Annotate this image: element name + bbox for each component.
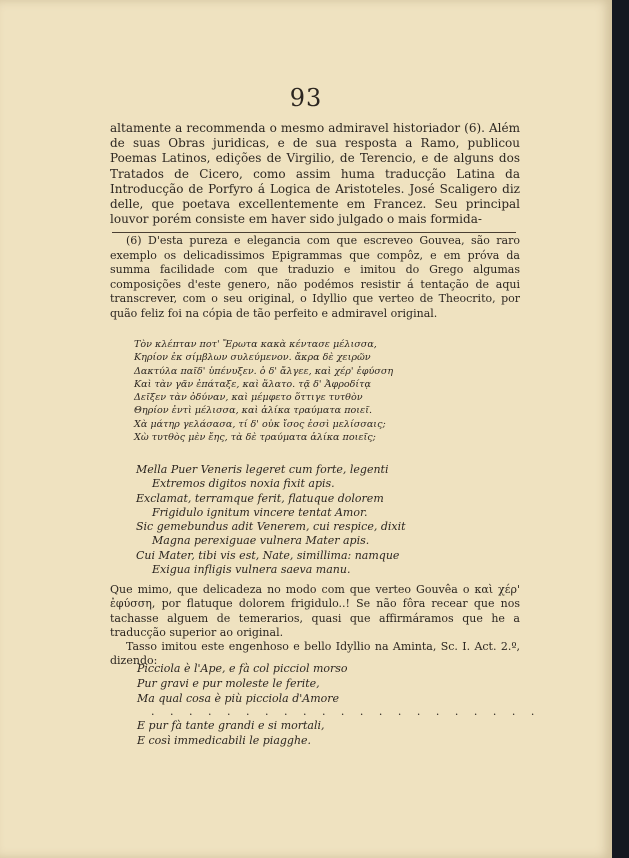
latin-line: Exigua infligis vulnera saeva manu. [152, 563, 351, 577]
latin-line: Mella Puer Veneris legeret cum forte, legenti [136, 463, 389, 476]
greek-line: Καὶ τὰν γᾶν ἐπάταξε, καὶ ἅλατο. τᾷ δ' Ἀφροδίτᾳ [134, 378, 371, 390]
italian-line: E pur fà tante grandi e si mortali, [137, 719, 325, 732]
greek-line: Δακτύλα παῖδ' ὑπένυξεν. ὁ δ' ἄλγεε, καὶ χέρ' ἐφύσση [134, 365, 394, 377]
greek-line: Θηρίον ἐντὶ μέλισσα, καὶ ἁλίκα τραύματα ποιεῖ. [134, 405, 373, 417]
italian-line: Ma qual cosa è più picciola d'Amore [137, 692, 340, 705]
greek-line: Τὸν κλέπταν ποτ' Ἔρωτα κακὰ κέντασε μέλισσα, [134, 339, 377, 350]
footnote [110, 234, 520, 321]
greek-line: Χὰ μάτηρ γελάσασα, τί δ' οὐκ ἴσος ἐσσὶ μελίσσαις; [134, 418, 386, 430]
commentary [110, 583, 520, 669]
latin-poem [136, 463, 516, 577]
latin-line: Extremos digitos noxia fixit apis. [152, 477, 335, 491]
greek-line: Δεῖξεν τὰν ὀδύναν, καὶ μέμφετο ὅττιγε τυτθὸν [134, 392, 363, 404]
commentary-paragraph: Que mimo, que delicadeza no modo com que verteo Gouvêa o καὶ χέρ' ἐφύσση, por flatuque dolorem frigidulo..! Se não fôra recear que nos tachasse alguem de temerarios, quasi que affirmáramos que he a traducção superior ao original. [110, 583, 520, 639]
italian-line: Pur gravi e pur moleste le ferite, [137, 677, 320, 690]
italian-line: E così immedicabili le piagghe. [137, 734, 312, 747]
latin-line: Cui Mater, tibi vis est, Nate, simillima: namque [136, 548, 400, 562]
commentary-paragraph: Tasso imitou este engenhoso e bello Idyllio na Aminta, Sc. I. Act. 2.º, dizendo: [110, 640, 520, 668]
italian-line: Picciola è l'Ape, e fà col picciol morso [137, 662, 348, 675]
latin-line: Sic gemebundus adit Venerem, cui respice, dixit [136, 520, 406, 534]
greek-line: Χὼ τυτθὸς μὲν ἔης, τὰ δὲ τραύματα ἁλίκα ποιεῖς; [134, 432, 376, 444]
scan-background-edge [612, 0, 629, 858]
italian-poem [137, 661, 541, 748]
latin-line: Magna perexiguae vulnera Mater apis. [152, 534, 370, 548]
main-text-paragraph: altamente a recommenda o mesmo admiravel historiador (6). Além de suas Obras juridicas, e de sua resposta a Ramo, publicou Poemas Latinos, edições de Virgilio, de Terencio, e de alguns dos Tratados de Cicero, como assim huma traducção Latina da Introducção de Porfyro á Logica de Aristoteles. José Scaligero diz delle, que poetava excellentemente em Francez. Seu principal louvor porém consiste em haver sido julgado o mais formida- [110, 121, 520, 227]
ellipsis-line: . . . . . . . . . . . . . . . . . . . . . [151, 705, 541, 718]
footnote-divider [112, 232, 516, 233]
page-number: 93 [289, 84, 323, 112]
greek-line: Κηρίον ἐκ σίμβλων συλεύμενον. ἄκρα δὲ χειρῶν [134, 352, 371, 364]
greek-poem [134, 338, 514, 444]
footnote-text: (6) D'esta pureza e elegancia com que escreveo Gouvea, são raro exemplo os delicadissimos Epigrammas que compôz, e em próva da summa facilidade com que traduzio e imitou do Grego algumas composições d'este genero, não podémos resistir á tentação de aqui transcrever, com o seu original, o Idyllio que verteo de Theocrito, por quão feliz foi na cópia de tão perfeito e admiravel original. [110, 234, 520, 320]
latin-line: Frigidulo ignitum vincere tentat Amor. [152, 505, 368, 519]
latin-line: Exclamat, terramque ferit, flatuque dolorem [136, 491, 384, 505]
